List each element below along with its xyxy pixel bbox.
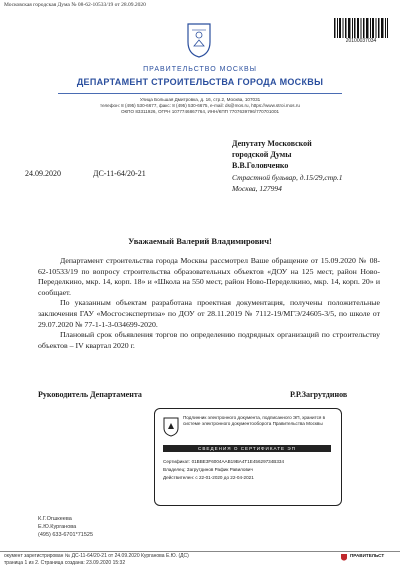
recipient-city: Москва, 127994 bbox=[232, 184, 282, 193]
government-logo-icon bbox=[340, 553, 348, 561]
barcode-icon bbox=[334, 18, 388, 38]
letterhead-address: Улица Большая Дмитровка, д. 16, стр.2, Москва, 107031 bbox=[139, 97, 261, 102]
executor-name: Е.Ю.Курганова bbox=[38, 524, 77, 530]
footer-registration: окумент зарегистрирован № ДС-11-64/20-21 от 24.09.2020 Курганова Е.Ю. (ДС) bbox=[4, 553, 189, 559]
certificate-owner: Владелец: Загрутдинов Рафик Равилович bbox=[163, 467, 253, 472]
body-text bbox=[38, 256, 380, 351]
e-signature-notice: Подлинник электронного документа, подписанного ЭП, хранится в системе электронного документооборота Правительства Москвы bbox=[183, 415, 326, 426]
paragraph: Плановый срок объявления торгов по определению подрядных организаций по строительству объектов – IV квартал 2020 г. bbox=[38, 330, 380, 350]
moscow-shield-icon bbox=[163, 417, 179, 437]
recipient-address: Страстной бульвар, д.15/29,стр.1 bbox=[232, 173, 343, 182]
salutation: Уважаемый Валерий Владимирович! bbox=[128, 236, 272, 246]
footer-divider bbox=[0, 551, 400, 552]
header-registration-note: Московская городская Дума № 08-62-10533/19 от 28.09.2020 bbox=[4, 2, 146, 8]
certificate-info-bar: СВЕДЕНИЯ О СЕРТИФИКАТЕ ЭП bbox=[163, 445, 331, 452]
recipient-line: городской Думы bbox=[232, 150, 292, 159]
moscow-coat-of-arms-icon bbox=[186, 22, 212, 58]
recipient-name: В.В.Головченко bbox=[232, 161, 289, 170]
department-title: ДЕПАРТАМЕНТ СТРОИТЕЛЬСТВА ГОРОДА МОСКВЫ bbox=[76, 77, 324, 87]
letterhead-divider bbox=[58, 93, 342, 94]
certificate-validity: Действителен: с 22-01-2020 до 22-04-2021 bbox=[163, 475, 254, 480]
footer-page-info: траница 1 из 2. Страница создана: 23.09.2020 15:32 bbox=[4, 560, 126, 566]
barcode-number: 20100037034 bbox=[345, 38, 377, 44]
paragraph: Департамент строительства города Москвы рассмотрел Ваше обращение от 15.09.2020 № 08-62-10533/19 по вопросу строительства образовательных объектов «ДОУ на 125 мест, район Ново-Переделкино, мкр. 14, корп. 18» и «Школа на 550 мест, район Ново-Переделкино, мкр. 14, корп. 20» и сообщает. bbox=[38, 256, 380, 297]
executor-name: К.Г.Огшкеева bbox=[38, 516, 72, 522]
letter-reference: ДС-11-64/20-21 bbox=[93, 169, 146, 178]
certificate-serial: Сертификат: 01BBE3F6004AAB19BA4T1E45629734B334 bbox=[163, 459, 285, 464]
executor-phone: (495) 633-6701*71525 bbox=[38, 532, 94, 538]
signatory-title: Руководитель Департамента bbox=[38, 390, 142, 399]
letter-date: 24.09.2020 bbox=[25, 169, 61, 178]
paragraph: По указанным объектам разработана проектная документация, получены положительные заключения ГАУ «Мосгосэкспертиза» по ДОУ от 28.11.2019 № 7112-19/МГЭ/24605-3/5, по школе от 29.07.2020 № 77-1-1-3-034699-2020. bbox=[38, 298, 380, 329]
e-signature-stamp bbox=[154, 408, 342, 506]
letterhead-registry: ОКПО 83311926, ОГРН 1077746867764, ИНН/КПП 7707639796/770701001 bbox=[120, 109, 280, 114]
recipient-line: Депутату Московской bbox=[232, 139, 312, 148]
signatory-name: Р.Р.Загрутдинов bbox=[290, 390, 348, 399]
letterhead-contacts: телефон: 8 (495) 530-6677, факс: 8 (495) 530-6675, e-mail: ds@mos.ru, https://www.stroi.mos.ru bbox=[100, 103, 300, 108]
footer-logo-label: ПРАВИТЕЛЬСТ bbox=[350, 553, 385, 558]
government-title: ПРАВИТЕЛЬСТВО МОСКВЫ bbox=[143, 66, 257, 73]
